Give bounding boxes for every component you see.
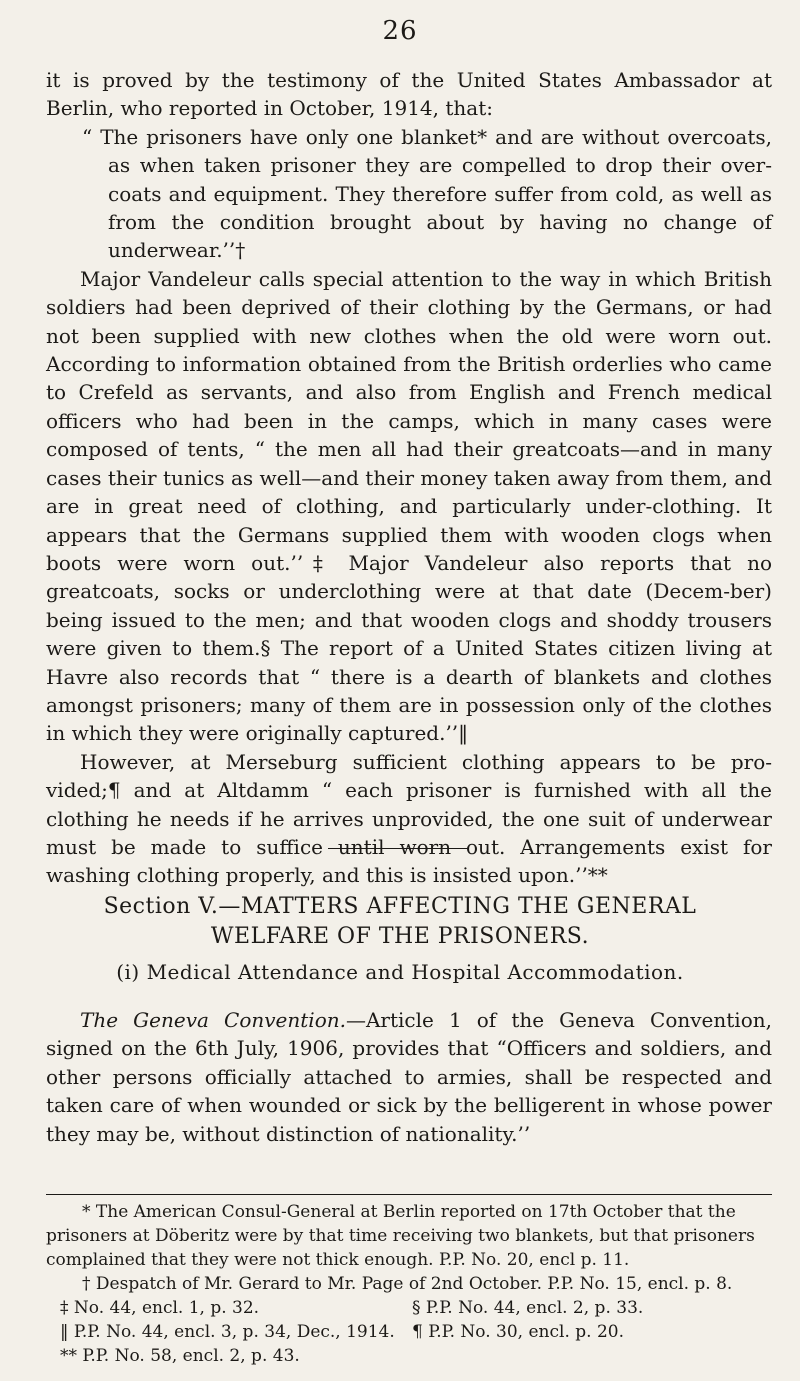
paragraph-merseburg: However, at Merseburg sufficient clothing appears to be pro-vided;¶ and at Altdamm “ each prisoner is furnished with all the clothing he needs if he arrives unprovided, the one suit of underwear must be made to suffice until worn out. Arrangements exist for washing clothing properly, and this is insisted upon.’’** bbox=[46, 749, 772, 888]
geneva-text: —Article 1 of the Geneva Convention, signed on the 6th July, 1906, provides that “Officers and soldiers, and other persons officially attached to armies, shall be respected and taken care of when wounded or sick by the belligerent in whose power they may be, without distinction of nationality.’’ bbox=[46, 1008, 772, 1146]
section-title-line-1: Section V.—MATTERS AFFECTING THE GENERAL bbox=[103, 894, 697, 919]
geneva-paragraph bbox=[46, 1006, 772, 1148]
footnote-pilcrow: ¶ P.P. No. 30, encl. p. 20. bbox=[412, 1322, 624, 1342]
footnote-dagger: † Despatch of Mr. Gerard to Mr. Page of 2nd October. P.P. No. 15, encl. p. 8. bbox=[82, 1274, 733, 1294]
footnote-grid bbox=[46, 1296, 772, 1368]
footnote-double-star: ** P.P. No. 58, encl. 2, p. 43. bbox=[60, 1346, 300, 1366]
footnotes bbox=[46, 1200, 772, 1368]
geneva-lead: The Geneva Convention. bbox=[80, 1008, 346, 1032]
paragraph-vandeleur: Major Vandeleur calls special attention to the way in which British soldiers had been deprived of their clothing by the Germans, or had not been supplied with new clothes when the old were worn out. According to information obtained from the British orderlies who came to Crefeld as servants, and also from English and French medical officers who had been in the camps, which in many cases were composed of tents, “ the men all had their greatcoats—and in many cases their tunics as well—and their money taken away from them, and are in great need of clothing, and particularly under-clothing. It appears that the Germans supplied them with wooden clogs when boots were worn out.’’‡ Major Vandeleur also reports that no greatcoats, socks or underclothing were at that date (Decem-ber) being issued to the men; and that wooden clogs and shoddy trousers were given to them.§ The report of a United States citizen living at Havre also records that “ there is a dearth of blankets and clothes amongst prisoners; many of them are in possession only of the clothes in which they were originally captured.’’‖ bbox=[46, 266, 772, 746]
footnote-section: § P.P. No. 44, encl. 2, p. 33. bbox=[412, 1298, 644, 1318]
footnote-double-dagger: ‡ No. 44, encl. 1, p. 32. bbox=[60, 1298, 260, 1318]
section-title bbox=[40, 892, 760, 952]
footnote-divider bbox=[46, 1194, 772, 1195]
page-number: 26 bbox=[382, 16, 418, 46]
ambassador-quote: “ The prisoners have only one blanket* and are without overcoats, as when taken prisoner they are compelled to drop their over-coats and equipment. They therefore suffer from cold, as well as from the condition brought about by having no change of underwear.’’† bbox=[82, 124, 772, 263]
body-text bbox=[46, 66, 772, 890]
paragraph-intro: it is proved by the testimony of the United States Ambassador at Berlin, who reported in October, 1914, that: bbox=[46, 68, 772, 121]
footnote-star: * The American Consul-General at Berlin reported on 17th October that the prisoners at Döberitz were by that time receiving two blankets, but that prisoners complained that they were not thick enough. P.P. No. 20, encl p. 11. bbox=[46, 1202, 755, 1270]
footnote-parallel: ‖ P.P. No. 44, encl. 3, p. 34, Dec., 1914. bbox=[60, 1322, 395, 1342]
section-divider bbox=[328, 848, 468, 849]
subsection-title: (i) Medical Attendance and Hospital Accommodation. bbox=[116, 960, 684, 984]
section-title-line-2: WELFARE OF THE PRISONERS. bbox=[210, 924, 590, 949]
